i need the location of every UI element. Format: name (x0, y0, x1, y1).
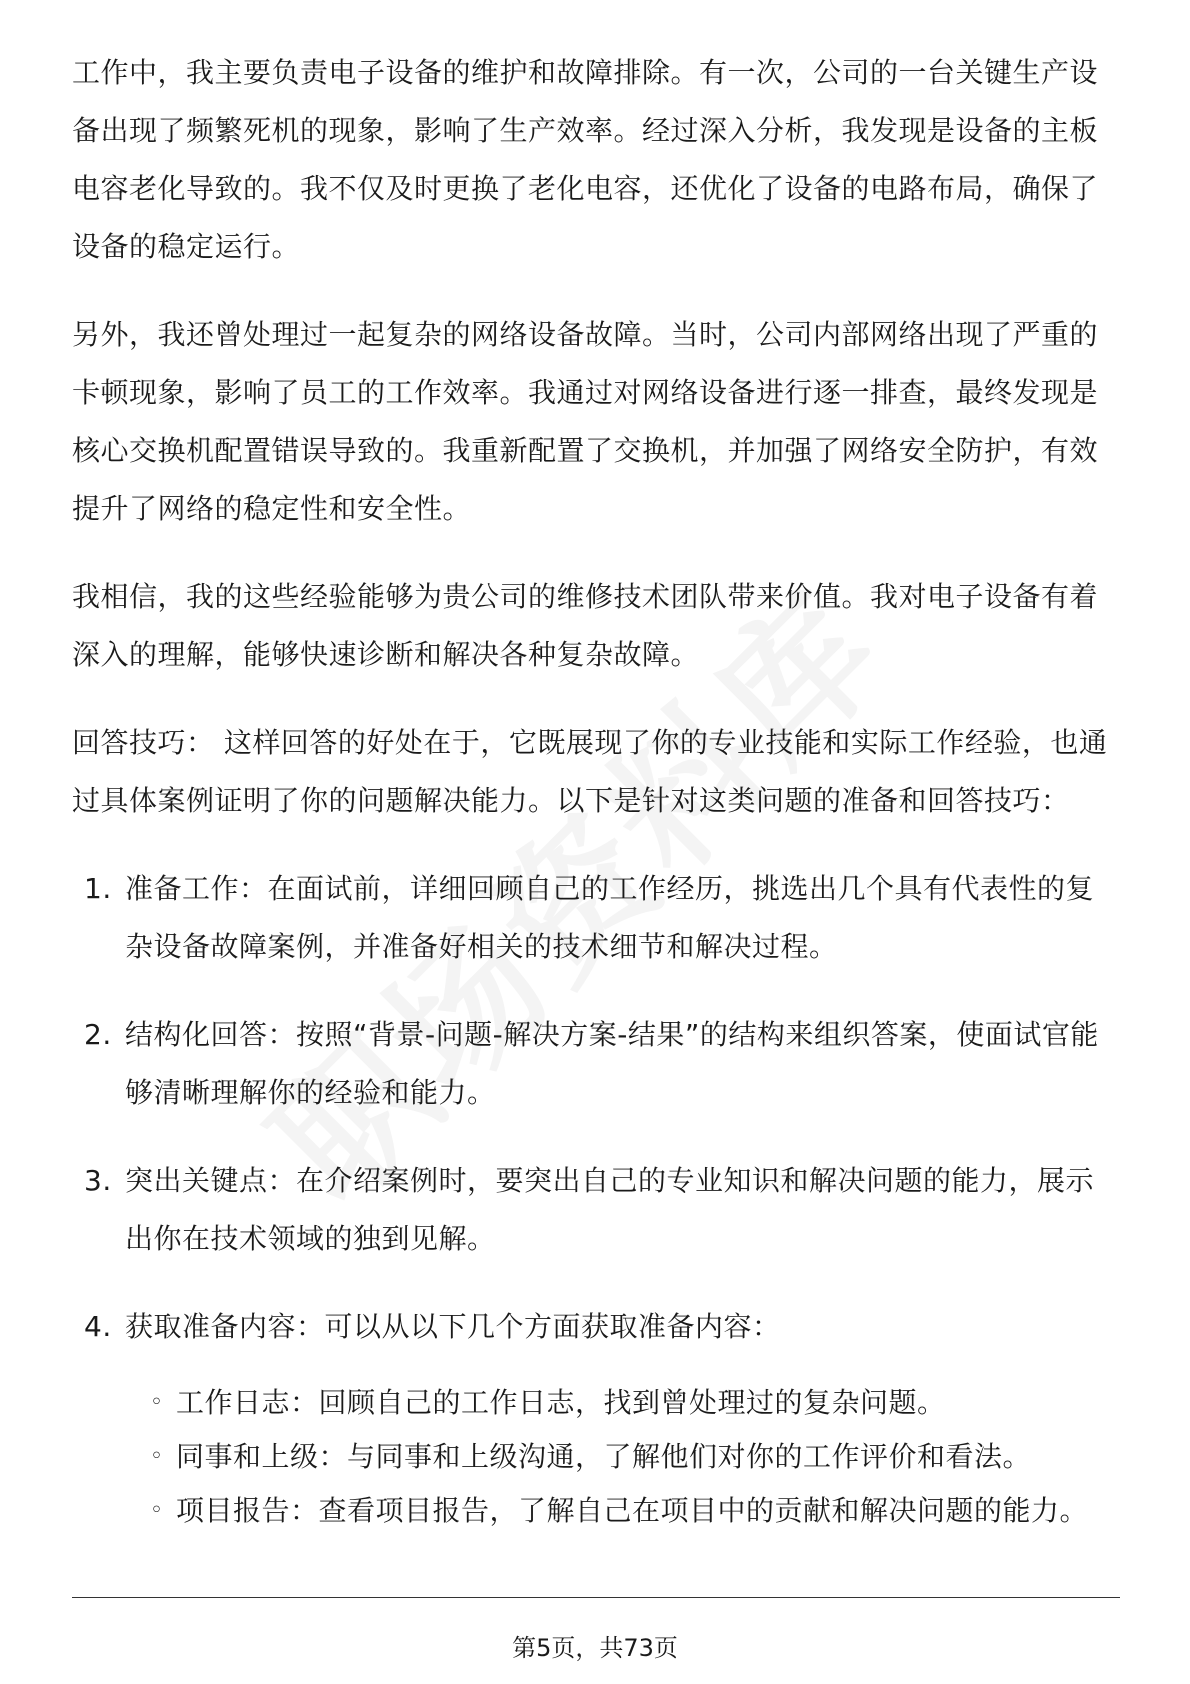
list-item-text: 获取准备内容：可以从以下几个方面获取准备内容： (125, 1310, 781, 1343)
bullet-list (72, 1378, 1120, 1536)
paragraph-experience-2: 另外，我还曾处理过一起复杂的网络设备故障。当时，公司内部网络出现了严重的卡顿现象，影响了员工的工作效率。我通过对网络设备进行逐一排查，最终发现是核心交换机配置错误导致的。我重新配置了交换机，并加强了网络安全防护，有效提升了网络的稳定性和安全性。 (72, 318, 1099, 525)
list-item (72, 1298, 1120, 1356)
list-item (72, 1006, 1120, 1122)
bullet-item (150, 1432, 1120, 1482)
bullet-item-text: 工作日志：回顾自己的工作日志，找到曾处理过的复杂问题。 (176, 1386, 946, 1419)
list-item (72, 1152, 1120, 1268)
list-number: 2. (84, 1018, 112, 1051)
bullet-item-text: 同事和上级：与同事和上级沟通，了解他们对你的工作评价和看法。 (176, 1440, 1032, 1473)
bullet-item (150, 1378, 1120, 1428)
paragraph-tips-intro: 回答技巧： 这样回答的好处在于，它既展现了你的专业技能和实际工作经验，也通过具体案例证明了你的问题解决能力。以下是针对这类问题的准备和回答技巧： (72, 726, 1108, 817)
list-number: 3. (84, 1164, 112, 1197)
page-number: 第5页，共73页 (512, 1634, 678, 1662)
footer-divider (72, 1597, 1120, 1598)
bullet-icon: ◦ (150, 1444, 164, 1469)
list-number: 4. (84, 1310, 112, 1343)
paragraph-experience-1: 工作中，我主要负责电子设备的维护和故障排除。有一次，公司的一台关键生产设备出现了频繁死机的现象，影响了生产效率。经过深入分析，我发现是设备的主板电容老化导致的。我不仅及时更换了老化电容，还优化了设备的电路布局，确保了设备的稳定运行。 (72, 56, 1099, 263)
paragraph-conclusion: 我相信，我的这些经验能够为贵公司的维修技术团队带来价值。我对电子设备有着深入的理解，能够快速诊断和解决各种复杂故障。 (72, 580, 1099, 671)
bullet-icon: ◦ (150, 1390, 164, 1415)
bullet-icon: ◦ (150, 1498, 164, 1523)
bullet-item (150, 1486, 1120, 1536)
list-item-text: 突出关键点：在介绍案例时，要突出自己的专业知识和解决问题的能力，展示出你在技术领域的独到见解。 (125, 1164, 1095, 1255)
list-number: 1. (84, 872, 112, 905)
list-item (72, 860, 1120, 976)
numbered-list (72, 860, 1120, 1356)
list-item-text: 准备工作：在面试前，详细回顾自己的工作经历，挑选出几个具有代表性的复杂设备故障案例，并准备好相关的技术细节和解决过程。 (125, 872, 1095, 963)
bullet-item-text: 项目报告：查看项目报告，了解自己在项目中的贡献和解决问题的能力。 (176, 1494, 1089, 1527)
page-content (72, 44, 1120, 1540)
list-item-text: 结构化回答：按照“背景-问题-解决方案-结果”的结构来组织答案，使面试官能够清晰理解你的经验和能力。 (125, 1018, 1099, 1109)
